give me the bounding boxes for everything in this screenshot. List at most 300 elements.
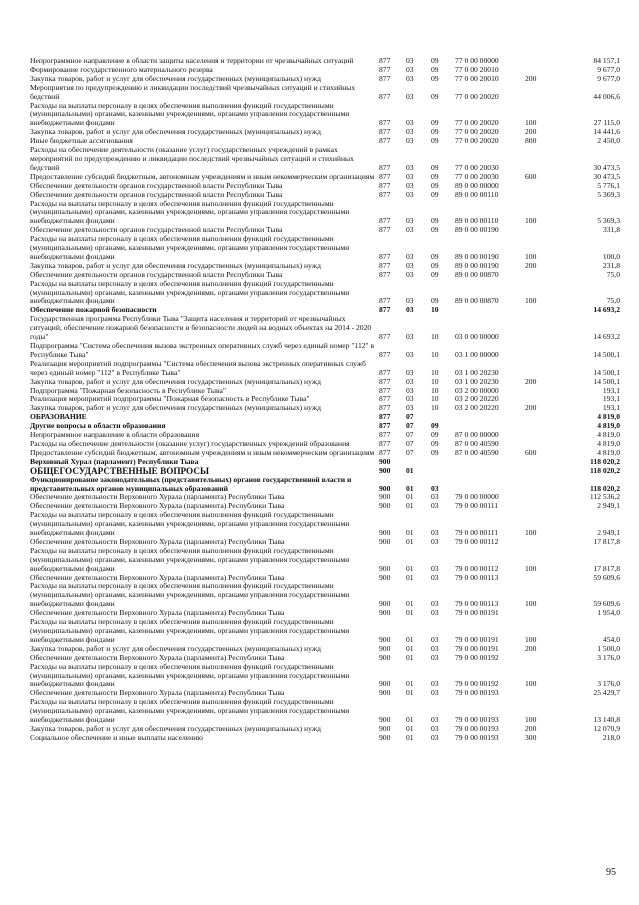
row-name: Закупка товаров, работ и услуг для обеспечения государственных (муниципальных) нужд xyxy=(30,723,321,733)
row-name: Расходы на обеспечение деятельности (оказание услуг) государственных учреждений в рамках мероприятий по предупреждению и ликвидации последствий чрезвычайных ситуаций и стихийных бедствий xyxy=(30,145,354,172)
target-article-code: 79 0 00 00113 xyxy=(455,572,499,582)
expense-type-code: 100 xyxy=(525,251,537,261)
row-name: Обеспечение деятельности органов государственной власти Республики Тыва xyxy=(30,269,283,279)
amount: 17 817,8 xyxy=(593,563,620,573)
target-article-code: 87 0 00 00000 xyxy=(455,430,499,440)
target-article-code xyxy=(455,413,525,422)
expense-type-code: 100 xyxy=(525,679,537,689)
section-code: 01 xyxy=(406,634,414,644)
ministry-code: 900 xyxy=(379,723,391,733)
ministry-code: 900 xyxy=(379,643,391,653)
row-name: Непрограммное направление в области образования xyxy=(30,430,200,440)
expense-type-code: 100 xyxy=(525,118,537,128)
expense-type-code: 100 xyxy=(525,599,537,609)
amount: 44 006,6 xyxy=(593,91,620,101)
table-row xyxy=(30,315,620,342)
table-row xyxy=(30,200,620,227)
amount: 9 677,0 xyxy=(597,64,620,74)
target-article-code: 89 0 00 00870 xyxy=(455,269,499,279)
ministry-code: 900 xyxy=(379,572,391,582)
table-row xyxy=(30,235,620,262)
row-name: Непрограммное направление в области защиты населения и территории от чрезвычайных ситуаций xyxy=(30,56,354,65)
section-code: 01 xyxy=(406,492,414,502)
section-code: 03 xyxy=(406,171,414,181)
expense-type-code xyxy=(525,654,555,663)
section-code: 03 xyxy=(406,367,414,377)
section-code: 03 xyxy=(406,216,414,226)
expense-type-code xyxy=(525,360,555,378)
section-code: 03 xyxy=(406,394,414,404)
subsection-code: 09 xyxy=(431,251,439,261)
target-article-code xyxy=(455,467,525,476)
target-article-code: 89 0 00 00190 xyxy=(455,251,499,261)
subsection-code: 03 xyxy=(431,483,439,493)
target-article-code xyxy=(455,476,525,494)
target-article-code: 79 0 00 00193 xyxy=(455,723,499,733)
ministry-code: 900 xyxy=(379,563,391,573)
target-article-code: 03 0 00 00000 xyxy=(455,332,499,342)
expense-type-code: 100 xyxy=(525,715,537,725)
row-name: Предоставление субсидий бюджетным, автономным учреждениям и иным некоммерческим организациям xyxy=(30,171,375,181)
section-code: 01 xyxy=(406,643,414,653)
section-code: 03 xyxy=(406,136,414,146)
target-article-code: 79 0 00 00191 xyxy=(455,643,499,653)
row-name: Закупка товаров, работ и услуг для обеспечения государственных (муниципальных) нужд xyxy=(30,403,321,413)
row-name: Расходы на выплаты персоналу в целях обеспечения выполнения функций государственными (муниципальными) органами, казенными учреждениями, органами управления государственными внебюджетными фондами xyxy=(30,617,350,644)
expense-type-code xyxy=(525,422,555,431)
row-name: Предоставление субсидий бюджетным, автономным учреждениям и иным некоммерческим организациям xyxy=(30,447,375,457)
subsection-code: 03 xyxy=(431,536,439,546)
amount: 30 473,5 xyxy=(593,171,620,181)
table-row xyxy=(30,404,620,413)
target-article-code: 79 0 00 00000 xyxy=(455,492,499,502)
ministry-code: 877 xyxy=(379,412,391,422)
subsection-code: 10 xyxy=(431,403,439,413)
subsection-code: 09 xyxy=(431,56,439,65)
amount: 118 020,2 xyxy=(590,483,620,493)
expense-type-code xyxy=(525,458,555,467)
row-name: Обеспечение деятельности органов государственной власти Республики Тыва xyxy=(30,225,283,235)
section-code: 03 xyxy=(406,269,414,279)
expense-type-code: 100 xyxy=(525,563,537,573)
target-article-code: 79 0 00 00111 xyxy=(455,528,499,538)
subsection-code: 10 xyxy=(431,332,439,342)
ministry-code: 900 xyxy=(379,688,391,698)
row-name: Расходы на выплаты персоналу в целях обеспечения выполнения функций государственными (муниципальными) органами, казенными учреждениями, органами управления государственными внебюджетными фондами xyxy=(30,661,350,689)
subsection-code: 03 xyxy=(431,599,439,609)
amount: 193,1 xyxy=(602,394,620,404)
row-name: ОБРАЗОВАНИЕ xyxy=(30,412,87,422)
ministry-code: 877 xyxy=(379,385,391,395)
row-name: Расходы на выплаты персоналу в целях обеспечения выполнения функций государственными (муниципальными) органами, казенными учреждениями, органами управления государственными внебюджетными фондами xyxy=(30,100,350,128)
target-article-code: 89 0 00 00110 xyxy=(455,189,499,199)
section-code: 01 xyxy=(406,732,414,742)
target-article-code: 79 0 00 00112 xyxy=(455,536,499,546)
section-code: 01 xyxy=(406,501,414,511)
amount: 1 954,0 xyxy=(597,608,620,618)
row-name: Мероприятия по предупреждению и ликвидации последствий чрезвычайных ситуаций и стихийных бедствий xyxy=(30,82,356,101)
ministry-code: 877 xyxy=(379,376,391,386)
section-code: 01 xyxy=(406,572,414,582)
table-row xyxy=(30,663,620,690)
section-code: 03 xyxy=(406,376,414,386)
ministry-code: 900 xyxy=(379,501,391,511)
table-row xyxy=(30,342,620,360)
expense-type-code: 100 xyxy=(525,634,537,644)
ministry-code: 900 xyxy=(379,465,391,475)
subsection-code: 03 xyxy=(431,501,439,511)
target-article-code: 77 0 00 00000 xyxy=(455,56,499,65)
amount: 4 819,0 xyxy=(597,438,620,448)
target-article-code: 79 0 00 00111 xyxy=(455,501,499,511)
amount: 14 693,2 xyxy=(593,332,620,342)
table-row xyxy=(30,280,620,307)
amount: 1 500,0 xyxy=(597,643,620,653)
ministry-code: 877 xyxy=(379,367,391,377)
row-name: Расходы на выплаты персоналу в целях обеспечения выполнения функций государственными (муниципальными) органами, казенными учреждениями, органами управления государственными внебюджетными фондами xyxy=(30,234,350,261)
subsection-code: 09 xyxy=(431,91,439,101)
row-name: Социальное обеспечение и иные выплаты населению xyxy=(30,732,203,742)
ministry-code: 900 xyxy=(379,652,391,662)
ministry-code: 877 xyxy=(379,403,391,413)
expense-type-code: 100 xyxy=(525,216,537,226)
table-row xyxy=(30,511,620,538)
expense-type-code xyxy=(525,413,555,422)
expense-type-code xyxy=(525,538,555,547)
ministry-code: 900 xyxy=(379,732,391,742)
amount: 3 176,0 xyxy=(597,679,620,689)
table-row xyxy=(30,360,620,378)
expense-type-code: 200 xyxy=(525,643,537,653)
ministry-code: 900 xyxy=(379,483,391,493)
target-article-code: 77 0 00 20030 xyxy=(455,171,499,181)
target-article-code: 79 0 00 00193 xyxy=(455,688,499,698)
expense-type-code xyxy=(525,574,555,583)
section-code: 03 xyxy=(406,349,414,359)
target-article-code: 03 1 00 20230 xyxy=(455,367,499,377)
table-row xyxy=(30,698,620,725)
amount: 5 369,3 xyxy=(597,216,620,226)
row-name: Подпрограмма "Система обеспечения вызова экстренных оперативных служб через единый номер "112" в Республике Тыва" xyxy=(30,341,375,359)
subsection-code: 10 xyxy=(431,385,439,395)
section-code: 03 xyxy=(406,64,414,74)
amount: 118 020,2 xyxy=(590,456,620,466)
table-row xyxy=(30,547,620,574)
subsection-code: 09 xyxy=(431,118,439,128)
amount: 12 070,9 xyxy=(593,723,620,733)
subsection-code: 03 xyxy=(431,492,439,502)
section-code: 01 xyxy=(406,599,414,609)
expense-type-code xyxy=(525,226,555,235)
section-code: 07 xyxy=(406,438,414,448)
subsection-code: 10 xyxy=(431,394,439,404)
row-name: Обеспечение деятельности Верховного Хурала (парламента) Республики Тыва xyxy=(30,688,285,698)
ministry-code: 877 xyxy=(379,447,391,457)
target-article-code: 87 0 00 40590 xyxy=(455,438,499,448)
row-name: Обеспечение пожарной безопасности xyxy=(30,305,157,315)
amount: 5 776,1 xyxy=(597,180,620,190)
amount: 59 609,6 xyxy=(593,572,620,582)
ministry-code: 877 xyxy=(379,91,391,101)
row-name: Закупка товаров, работ и услуг для обеспечения государственных (муниципальных) нужд xyxy=(30,643,321,653)
subsection-code xyxy=(431,458,455,467)
target-article-code: 03 2 00 20220 xyxy=(455,403,499,413)
section-code: 01 xyxy=(406,723,414,733)
amount: 2 949,1 xyxy=(597,501,620,511)
amount: 231,8 xyxy=(602,260,620,270)
expense-type-code: 100 xyxy=(525,528,537,538)
subsection-code: 09 xyxy=(431,225,439,235)
section-code: 01 xyxy=(406,652,414,662)
subsection-code: 09 xyxy=(431,438,439,448)
ministry-code: 877 xyxy=(379,349,391,359)
ministry-code: 900 xyxy=(379,528,391,538)
target-article-code xyxy=(455,458,525,467)
section-code: 03 xyxy=(406,305,414,315)
budget-table xyxy=(30,57,620,743)
ministry-code: 877 xyxy=(379,162,391,172)
ministry-code: 900 xyxy=(379,634,391,644)
section-code: 03 xyxy=(406,118,414,128)
expense-type-code xyxy=(525,342,555,360)
amount: 2 450,0 xyxy=(597,136,620,146)
row-name: Другие вопросы в области образования xyxy=(30,421,166,431)
expense-type-code xyxy=(525,467,555,476)
subsection-code: 03 xyxy=(431,528,439,538)
row-name: Расходы на выплаты персоналу в целях обеспечения выполнения функций государственными (муниципальными) органами, казенными учреждениями, органами управления государственными внебюджетными фондами xyxy=(30,545,350,573)
target-article-code: 77 0 00 20020 xyxy=(455,91,499,101)
row-name: Реализация мероприятий подпрограммы "Пожарная безопасность в Республике Тыва" xyxy=(30,394,310,404)
amount: 17 817,8 xyxy=(593,536,620,546)
ministry-code: 877 xyxy=(379,394,391,404)
expense-type-code xyxy=(525,476,555,494)
expense-type-code: 200 xyxy=(525,376,537,386)
ministry-code: 877 xyxy=(379,118,391,128)
section-code: 01 xyxy=(406,483,414,493)
subsection-code: 03 xyxy=(431,572,439,582)
ministry-code: 900 xyxy=(379,536,391,546)
subsection-code: 03 xyxy=(431,652,439,662)
row-name: Закупка товаров, работ и услуг для обеспечения государственных (муниципальных) нужд xyxy=(30,260,321,270)
expense-type-code: 600 xyxy=(525,171,537,181)
amount: 193,1 xyxy=(602,385,620,395)
expense-type-code: 300 xyxy=(525,732,537,742)
target-article-code: 03 1 00 20230 xyxy=(455,376,499,386)
ministry-code: 877 xyxy=(379,189,391,199)
subsection-code: 03 xyxy=(431,608,439,618)
target-article-code: 77 0 00 20020 xyxy=(455,136,499,146)
subsection-code: 10 xyxy=(431,349,439,359)
amount: 2 949,1 xyxy=(597,528,620,538)
section-code: 07 xyxy=(406,412,414,422)
target-article-code: 79 0 00 00193 xyxy=(455,715,499,725)
amount: 4 819,0 xyxy=(597,421,620,431)
row-name: ОБЩЕГОСУДАРСТВЕННЫЕ ВОПРОСЫ xyxy=(30,465,209,476)
subsection-code: 09 xyxy=(431,64,439,74)
section-code: 03 xyxy=(406,251,414,261)
section-code: 01 xyxy=(406,528,414,538)
row-name: Обеспечение деятельности органов государственной власти Республики Тыва xyxy=(30,180,283,190)
row-name: Функционирование законодательных (представительных) органов государственной власти и представительных органов муниципальных образований xyxy=(30,474,352,493)
amount: 4 819,0 xyxy=(597,430,620,440)
subsection-code: 09 xyxy=(431,269,439,279)
target-article-code: 77 0 00 20010 xyxy=(455,73,499,83)
amount: 3 176,0 xyxy=(597,652,620,662)
subsection-code: 03 xyxy=(431,634,439,644)
section-code: 03 xyxy=(406,296,414,306)
target-article-code: 87 0 00 40590 xyxy=(455,447,499,457)
subsection-code: 09 xyxy=(431,180,439,190)
ministry-code: 877 xyxy=(379,332,391,342)
ministry-code: 877 xyxy=(379,136,391,146)
row-name: Расходы на выплаты персоналу в целях обеспечения выполнения функций государственными (муниципальными) органами, казенными учреждениями, органами управления государственными внебюджетными фондами xyxy=(30,510,350,538)
row-name: Обеспечение деятельности Верховного Хурала (парламента) Республики Тыва xyxy=(30,572,285,582)
section-code: 01 xyxy=(406,465,414,475)
amount: 100,0 xyxy=(602,251,620,261)
row-name: Обеспечение деятельности Верховного Хурала (парламента) Республики Тыва xyxy=(30,501,285,511)
row-name: Обеспечение деятельности Верховного Хурала (парламента) Республики Тыва xyxy=(30,608,285,618)
expense-type-code xyxy=(525,182,555,191)
amount: 4 819,0 xyxy=(597,412,620,422)
subsection-code: 09 xyxy=(431,189,439,199)
section-code: 03 xyxy=(406,127,414,137)
table-row xyxy=(30,734,620,743)
amount: 25 429,7 xyxy=(593,688,620,698)
section-code: 03 xyxy=(406,73,414,83)
expense-type-code: 200 xyxy=(525,260,537,270)
expense-type-code xyxy=(525,431,555,440)
row-name: Расходы на выплаты персоналу в целях обеспечения выполнения функций государственными (муниципальными) органами, казенными учреждениями, органами управления государственными внебюджетными фондами xyxy=(30,581,350,609)
ministry-code: 877 xyxy=(379,251,391,261)
subsection-code: 09 xyxy=(431,216,439,226)
ministry-code: 900 xyxy=(379,608,391,618)
amount: 9 677,0 xyxy=(597,73,620,83)
target-article-code: 77 0 00 20020 xyxy=(455,118,499,128)
target-article-code xyxy=(455,306,525,315)
subsection-code: 09 xyxy=(431,136,439,146)
subsection-code: 10 xyxy=(431,376,439,386)
amount: 193,1 xyxy=(602,403,620,413)
table-row xyxy=(30,84,620,102)
subsection-code: 09 xyxy=(431,430,439,440)
subsection-code xyxy=(431,467,455,476)
ministry-code: 877 xyxy=(379,421,391,431)
row-name: Обеспечение деятельности Верховного Хурала (парламента) Республики Тыва xyxy=(30,492,285,502)
section-code: 03 xyxy=(406,332,414,342)
expense-type-code xyxy=(525,387,555,396)
target-article-code: 89 0 00 00110 xyxy=(455,216,499,226)
subsection-code: 09 xyxy=(431,421,439,431)
table-row xyxy=(30,102,620,129)
page-number: 95 xyxy=(606,867,616,878)
table-row xyxy=(30,582,620,609)
table-row xyxy=(30,618,620,645)
subsection-code: 09 xyxy=(431,73,439,83)
row-name: Иные бюджетные ассигнования xyxy=(30,136,133,146)
expense-type-code: 200 xyxy=(525,403,537,413)
subsection-code: 10 xyxy=(431,367,439,377)
target-article-code: 89 0 00 00870 xyxy=(455,296,499,306)
expense-type-code xyxy=(525,493,555,502)
row-name: Обеспечение деятельности Верховного Хурала (парламента) Республики Тыва xyxy=(30,536,285,546)
target-article-code: 79 0 00 00192 xyxy=(455,652,499,662)
target-article-code: 79 0 00 00191 xyxy=(455,634,499,644)
expense-type-code xyxy=(525,271,555,280)
budget-table-body xyxy=(30,57,620,743)
amount: 27 115,0 xyxy=(593,118,620,128)
row-name: Расходы на выплаты персоналу в целях обеспечения выполнения функций государственными (муниципальными) органами, казенными учреждениями, органами управления государственными внебюджетными фондами xyxy=(30,697,350,725)
expense-type-code: 200 xyxy=(525,723,537,733)
ministry-code: 877 xyxy=(379,269,391,279)
amount: 331,8 xyxy=(602,225,620,235)
row-name: Реализация мероприятий подпрограммы "Система обеспечения вызова экстренных оперативных служб через единый номер "112" в Республике Тыва" xyxy=(30,358,366,377)
section-code: 07 xyxy=(406,430,414,440)
amount: 4 819,0 xyxy=(597,447,620,457)
row-name: Закупка товаров, работ и услуг для обеспечения государственных (муниципальных) нужд xyxy=(30,127,321,137)
subsection-code: 09 xyxy=(431,162,439,172)
expense-type-code: 200 xyxy=(525,73,537,83)
target-article-code: 79 0 00 00112 xyxy=(455,563,499,573)
target-article-code: 79 0 00 00113 xyxy=(455,599,499,609)
amount: 112 536,2 xyxy=(589,492,620,502)
amount: 59 609,6 xyxy=(593,599,620,609)
row-name: Закупка товаров, работ и услуг для обеспечения государственных (муниципальных) нужд xyxy=(30,73,321,83)
amount: 75,0 xyxy=(606,269,620,279)
subsection-code: 03 xyxy=(431,732,439,742)
subsection-code: 10 xyxy=(431,305,439,315)
ministry-code: 877 xyxy=(379,216,391,226)
target-article-code: 77 0 00 20030 xyxy=(455,162,499,172)
row-name: Верховный Хурал (парламент) Республики Тыва xyxy=(30,456,199,466)
ministry-code: 900 xyxy=(379,599,391,609)
expense-type-code xyxy=(525,146,555,173)
row-name: Государственная программа Республики Тыва "Защита населения и территорий от чрезвычайных ситуаций, обеспечение пожарной безопасности и безопасности людей на водных объектах на 2014 - 2020 годы" xyxy=(30,314,372,342)
amount: 218,0 xyxy=(602,732,620,742)
section-code: 03 xyxy=(406,260,414,270)
amount: 13 140,8 xyxy=(593,715,620,725)
row-name: Расходы на обеспечение деятельности (оказание услуг) государственных учреждений образования xyxy=(30,438,350,448)
section-code: 01 xyxy=(406,688,414,698)
subsection-code: 03 xyxy=(431,715,439,725)
ministry-code: 877 xyxy=(379,260,391,270)
ministry-code: 900 xyxy=(379,715,391,725)
ministry-code: 900 xyxy=(379,456,391,466)
target-article-code: 89 0 00 00000 xyxy=(455,180,499,190)
target-article-code: 89 0 00 00190 xyxy=(455,225,499,235)
table-row xyxy=(30,476,620,494)
expense-type-code: 600 xyxy=(525,447,537,457)
section-code: 03 xyxy=(406,189,414,199)
subsection-code: 09 xyxy=(431,260,439,270)
amount: 30 473,5 xyxy=(593,162,620,172)
section-code: 03 xyxy=(406,91,414,101)
amount: 75,0 xyxy=(606,296,620,306)
subsection-code: 09 xyxy=(431,296,439,306)
ministry-code: 877 xyxy=(379,438,391,448)
ministry-code: 877 xyxy=(379,296,391,306)
expense-type-code: 100 xyxy=(525,296,537,306)
ministry-code: 877 xyxy=(379,430,391,440)
expense-type-code xyxy=(525,689,555,698)
ministry-code: 877 xyxy=(379,171,391,181)
section-code: 01 xyxy=(406,715,414,725)
subsection-code: 03 xyxy=(431,679,439,689)
table-row xyxy=(30,146,620,173)
amount: 14 500,1 xyxy=(593,376,620,386)
section-code: 01 xyxy=(406,563,414,573)
amount: 14 500,1 xyxy=(593,367,620,377)
amount: 14 500,1 xyxy=(593,349,620,359)
